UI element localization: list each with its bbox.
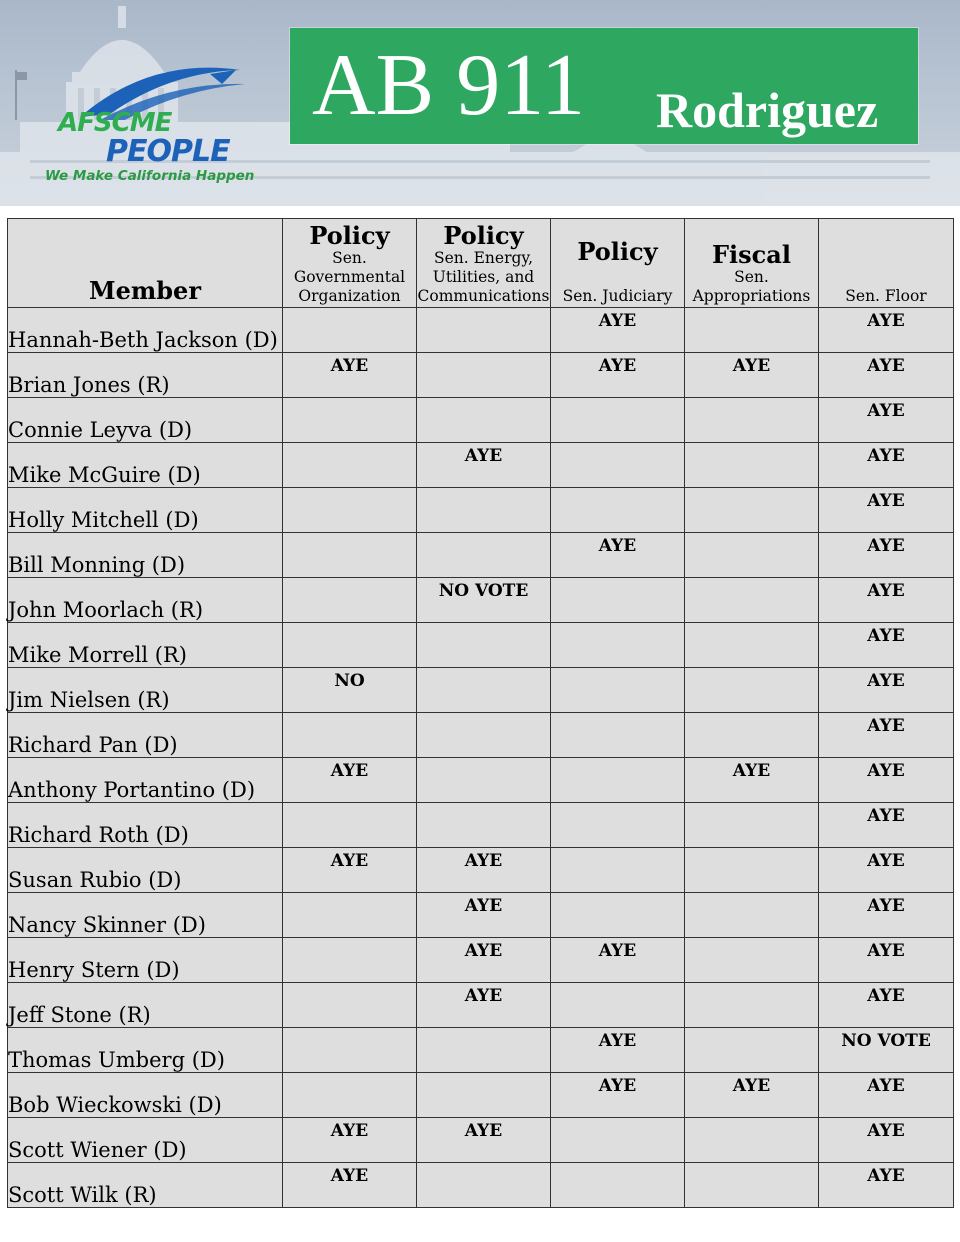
column-header-floor: Sen. Floor [819, 219, 954, 308]
vote-cell: AYE [819, 983, 954, 1028]
vote-cell [417, 713, 551, 758]
vote-cell [283, 578, 417, 623]
vote-cell [685, 623, 819, 668]
vote-cell: AYE [685, 758, 819, 803]
vote-cell: AYE [819, 533, 954, 578]
member-name: Bob Wieckowski (D) [8, 1073, 283, 1118]
vote-cell: AYE [819, 1073, 954, 1118]
vote-cell [417, 623, 551, 668]
member-name: Brian Jones (R) [8, 353, 283, 398]
vote-cell [685, 1028, 819, 1073]
table-row [8, 578, 954, 623]
vote-cell: AYE [283, 353, 417, 398]
table-row [8, 983, 954, 1028]
vote-cell: AYE [819, 578, 954, 623]
member-column-header: Member [8, 219, 283, 308]
vote-cell [685, 668, 819, 713]
vote-cell: AYE [283, 758, 417, 803]
vote-cell [283, 1028, 417, 1073]
member-name: Jim Nielsen (R) [8, 668, 283, 713]
vote-cell [283, 488, 417, 533]
member-name: Holly Mitchell (D) [8, 488, 283, 533]
vote-cell [283, 938, 417, 983]
vote-cell [685, 713, 819, 758]
vote-cell: AYE [819, 1118, 954, 1163]
logo-people-text: PEOPLE [106, 134, 230, 169]
vote-cell [551, 1163, 685, 1208]
vote-cell: AYE [685, 1073, 819, 1118]
member-name: Jeff Stone (R) [8, 983, 283, 1028]
table-row [8, 533, 954, 578]
member-name: Henry Stern (D) [8, 938, 283, 983]
member-name: Susan Rubio (D) [8, 848, 283, 893]
vote-cell: AYE [819, 1163, 954, 1208]
vote-cell [685, 308, 819, 353]
vote-cell: NO [283, 668, 417, 713]
member-name: Bill Monning (D) [8, 533, 283, 578]
column-header-judiciary: Policy Sen. Judiciary [551, 219, 685, 308]
table-row [8, 623, 954, 668]
vote-cell: AYE [819, 758, 954, 803]
vote-cell [417, 353, 551, 398]
vote-cell [551, 1118, 685, 1163]
vote-cell [685, 893, 819, 938]
column-header-appropriations: Fiscal Sen. Appropriations [685, 219, 819, 308]
vote-cell: AYE [417, 983, 551, 1028]
vote-cell [685, 398, 819, 443]
member-name: Mike Morrell (R) [8, 623, 283, 668]
vote-cell [685, 578, 819, 623]
table-row [8, 443, 954, 488]
vote-cell [551, 758, 685, 803]
member-name: Richard Pan (D) [8, 713, 283, 758]
vote-cell: AYE [551, 1073, 685, 1118]
member-name: Nancy Skinner (D) [8, 893, 283, 938]
vote-cell [551, 713, 685, 758]
vote-cell [283, 803, 417, 848]
vote-cell [685, 1118, 819, 1163]
vote-cell [551, 803, 685, 848]
vote-cell: AYE [819, 938, 954, 983]
vote-cell: AYE [819, 308, 954, 353]
vote-cell [417, 803, 551, 848]
vote-cell [685, 1163, 819, 1208]
table-row [8, 1163, 954, 1208]
vote-cell: AYE [819, 713, 954, 758]
vote-cell: AYE [819, 848, 954, 893]
table-row [8, 668, 954, 713]
table-row [8, 1118, 954, 1163]
vote-cell: AYE [819, 398, 954, 443]
vote-cell [551, 488, 685, 533]
member-name: John Moorlach (R) [8, 578, 283, 623]
vote-cell: AYE [417, 893, 551, 938]
vote-cell [417, 1028, 551, 1073]
vote-cell: AYE [819, 623, 954, 668]
vote-cell [417, 668, 551, 713]
vote-cell [283, 1073, 417, 1118]
vote-cell [685, 983, 819, 1028]
vote-cell: AYE [551, 1028, 685, 1073]
table-row [8, 803, 954, 848]
vote-cell: AYE [417, 443, 551, 488]
table-row [8, 758, 954, 803]
vote-cell [283, 713, 417, 758]
vote-cell [417, 308, 551, 353]
vote-cell [551, 443, 685, 488]
table-row [8, 1073, 954, 1118]
vote-cell [551, 668, 685, 713]
vote-cell [685, 533, 819, 578]
column-header-energy: Policy Sen. Energy, Utilities, and Communications [417, 219, 551, 308]
vote-cell: AYE [685, 353, 819, 398]
vote-cell [283, 398, 417, 443]
vote-cell [417, 398, 551, 443]
vote-cell [283, 623, 417, 668]
table-row [8, 488, 954, 533]
table-row [8, 713, 954, 758]
table-header-row [8, 219, 954, 308]
vote-cell [283, 308, 417, 353]
vote-cell [551, 893, 685, 938]
vote-cell: NO VOTE [819, 1028, 954, 1073]
table-row [8, 308, 954, 353]
table-row [8, 848, 954, 893]
vote-cell [685, 803, 819, 848]
table-row [8, 353, 954, 398]
vote-cell: AYE [819, 668, 954, 713]
vote-cell [417, 1163, 551, 1208]
logo-afscme-text: AFSCME [58, 108, 172, 138]
vote-cell [417, 488, 551, 533]
vote-cell [551, 578, 685, 623]
vote-cell [551, 983, 685, 1028]
bill-title-box [290, 28, 918, 144]
column-header-gov-org: Policy Sen. Governmental Organization [283, 219, 417, 308]
member-name: Connie Leyva (D) [8, 398, 283, 443]
vote-cell: AYE [417, 938, 551, 983]
vote-cell: AYE [283, 1163, 417, 1208]
vote-cell: AYE [551, 353, 685, 398]
vote-cell [283, 533, 417, 578]
vote-cell: AYE [417, 848, 551, 893]
vote-cell [417, 1073, 551, 1118]
table-row [8, 938, 954, 983]
vote-cell: AYE [551, 938, 685, 983]
vote-cell: AYE [819, 353, 954, 398]
vote-cell: AYE [551, 533, 685, 578]
vote-cell [417, 758, 551, 803]
vote-cell: AYE [283, 1118, 417, 1163]
vote-record-table [7, 218, 954, 1208]
vote-cell: AYE [551, 308, 685, 353]
member-name: Hannah-Beth Jackson (D) [8, 308, 283, 353]
vote-cell [685, 938, 819, 983]
vote-cell [283, 893, 417, 938]
vote-cell [283, 983, 417, 1028]
table-row [8, 1028, 954, 1073]
vote-cell: AYE [283, 848, 417, 893]
member-name: Richard Roth (D) [8, 803, 283, 848]
table-row [8, 398, 954, 443]
vote-cell [551, 623, 685, 668]
bill-author: Rodriguez [656, 82, 879, 138]
table-row [8, 893, 954, 938]
vote-cell [685, 443, 819, 488]
logo-tagline: We Make California Happen [45, 168, 255, 184]
member-name: Scott Wilk (R) [8, 1163, 283, 1208]
vote-cell: AYE [819, 893, 954, 938]
header-banner [0, 0, 960, 206]
vote-cell: AYE [819, 488, 954, 533]
vote-cell [685, 488, 819, 533]
vote-cell [551, 848, 685, 893]
vote-cell: NO VOTE [417, 578, 551, 623]
member-name: Mike McGuire (D) [8, 443, 283, 488]
vote-table-body [8, 308, 954, 1208]
afscme-people-logo [40, 62, 270, 192]
bill-number: AB 911 [312, 37, 585, 134]
member-name: Scott Wiener (D) [8, 1118, 283, 1163]
vote-cell: AYE [819, 443, 954, 488]
vote-cell [551, 398, 685, 443]
member-name: Anthony Portantino (D) [8, 758, 283, 803]
vote-cell [417, 533, 551, 578]
vote-cell [685, 848, 819, 893]
vote-cell: AYE [417, 1118, 551, 1163]
vote-cell: AYE [819, 803, 954, 848]
member-name: Thomas Umberg (D) [8, 1028, 283, 1073]
vote-cell [283, 443, 417, 488]
